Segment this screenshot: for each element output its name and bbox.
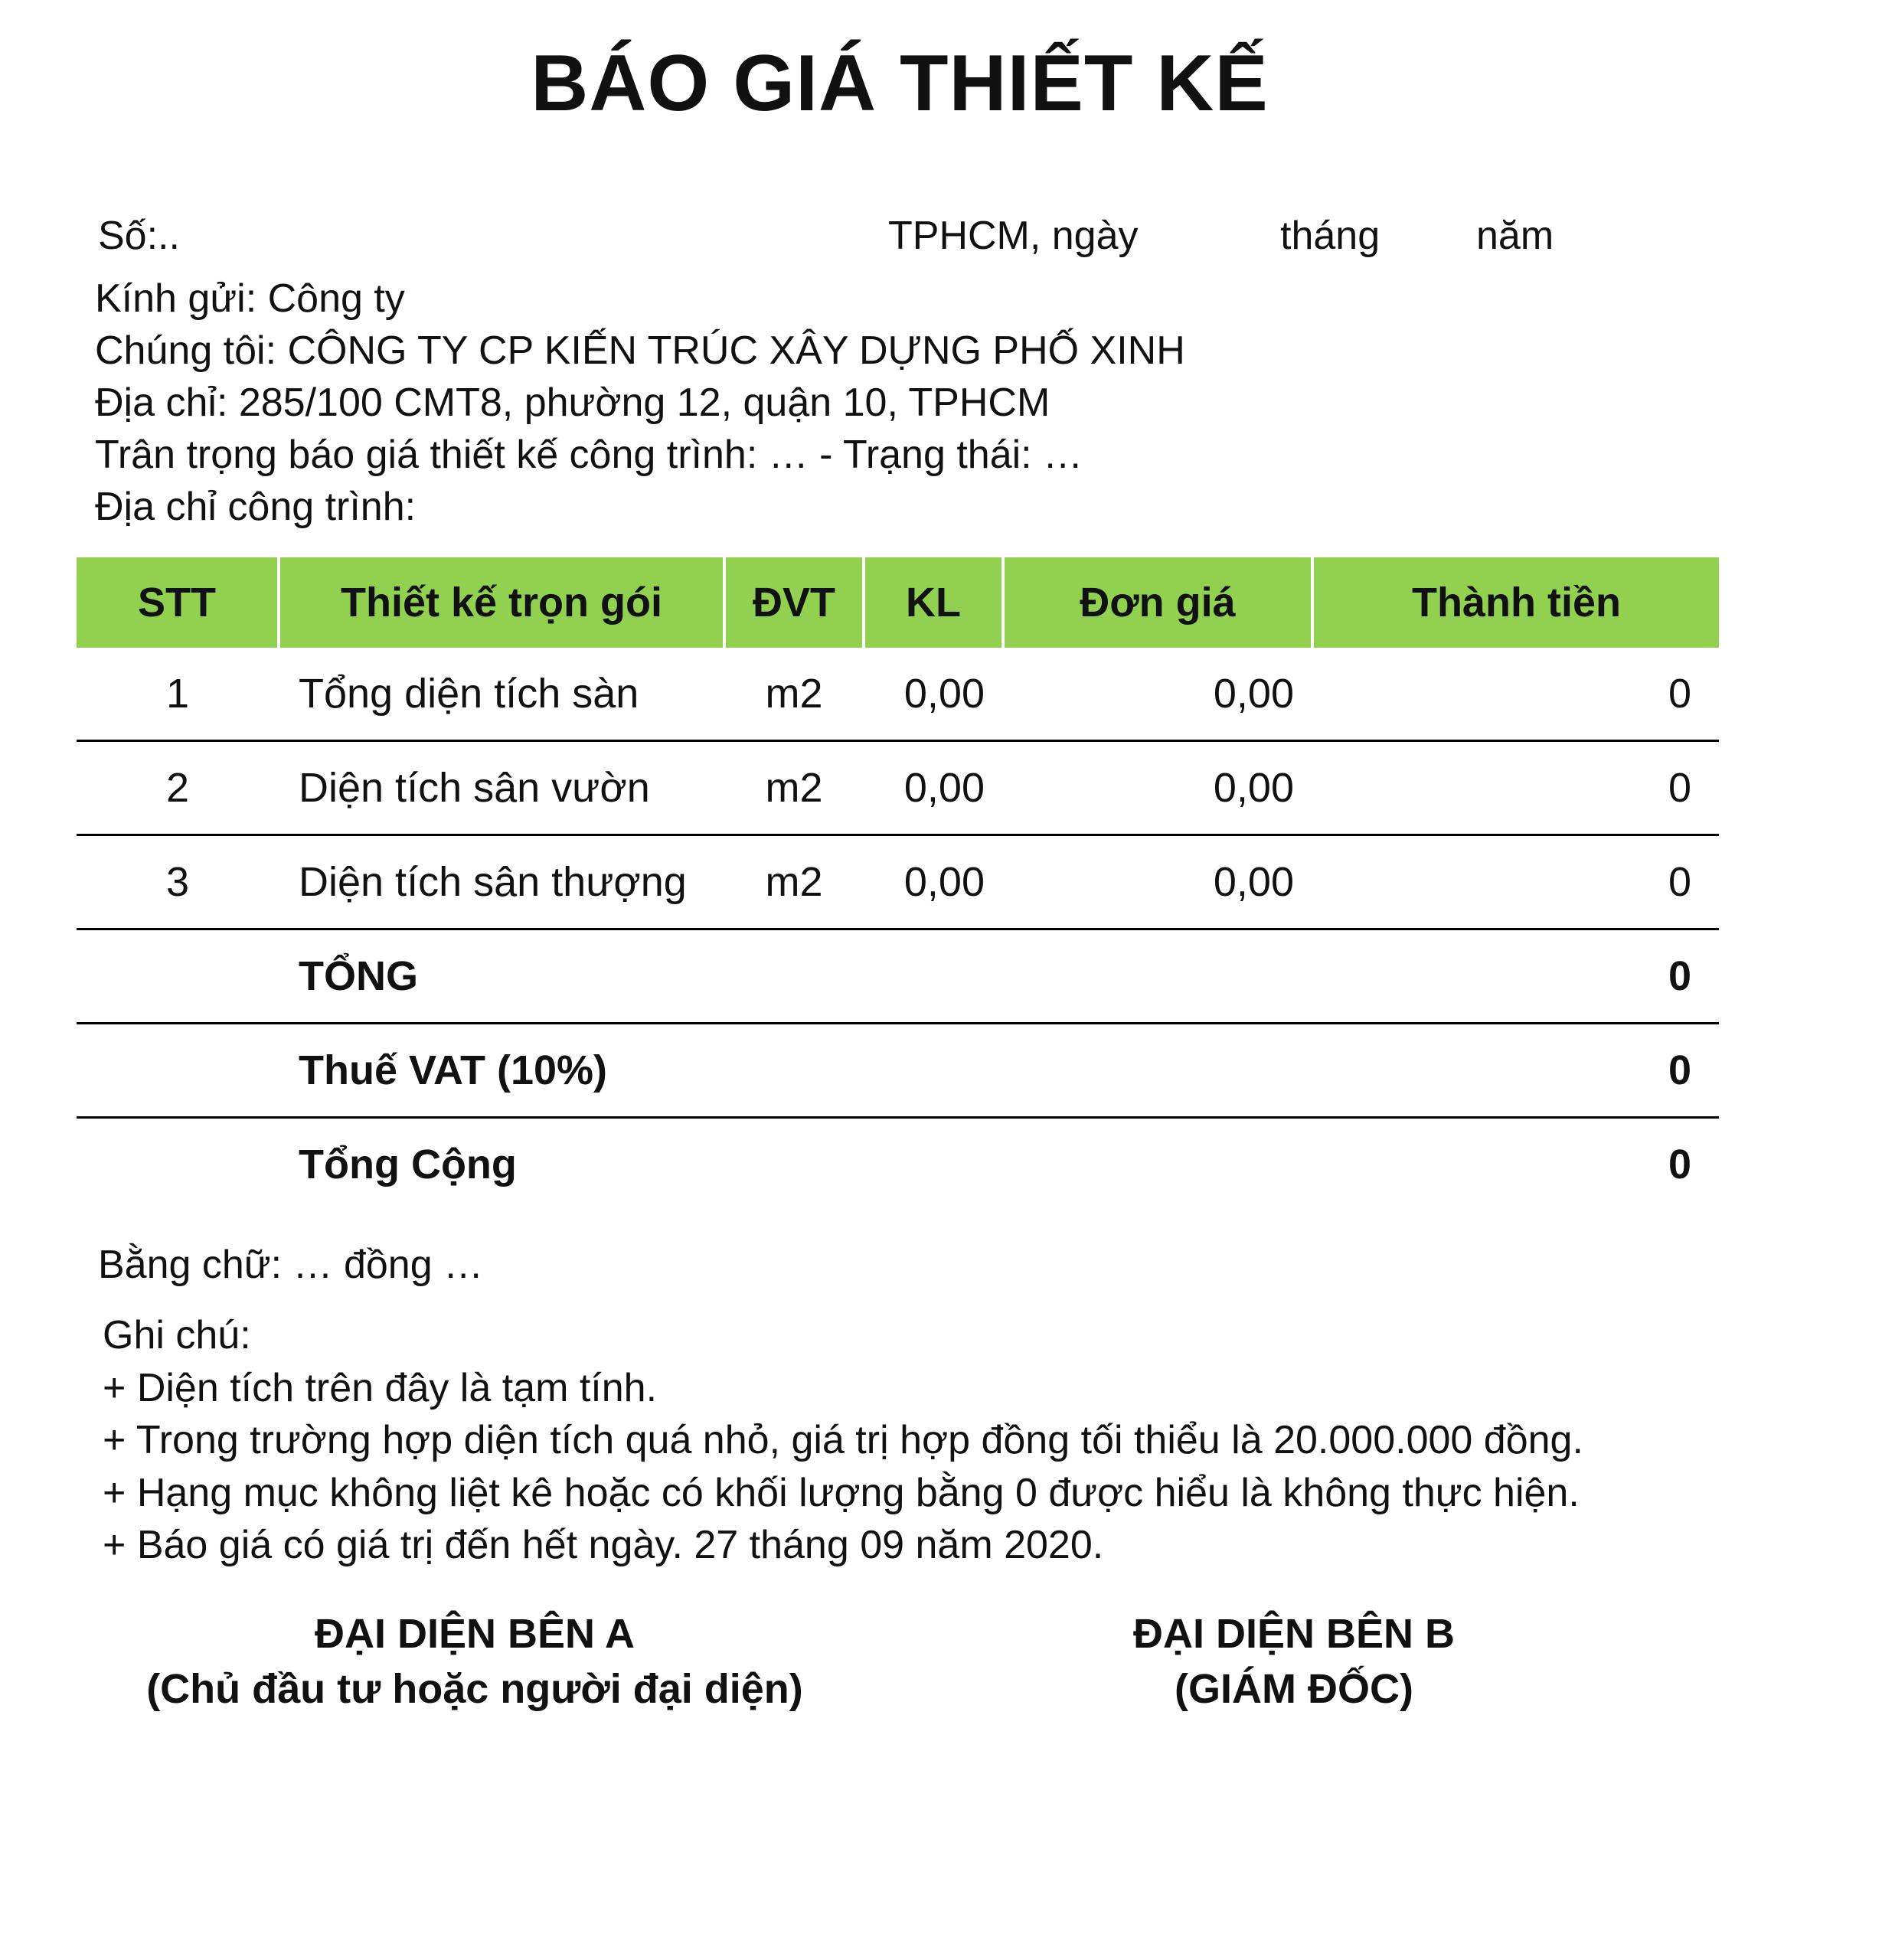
vat-row [77,1024,1719,1118]
table-header-row [77,557,1719,648]
party-b-subtitle: (GIÁM ĐỐC) [1175,1666,1413,1712]
row-stt: 3 [77,835,279,929]
document-title: BÁO GIÁ THIẾT KẾ [531,39,1269,128]
row-quantity: 0,00 [864,741,1003,835]
signature-party-a [92,1606,858,1717]
column-header-stt: STT [77,557,279,648]
company-line: Chúng tôi: CÔNG TY CP KIẾN TRÚC XÂY DỰNG PHỐ XINH [95,328,1185,373]
vat-label: Thuế VAT (10%) [279,1024,724,1118]
notes-section [103,1309,1583,1572]
row-unit: m2 [724,835,864,929]
row-unit-price: 0,00 [1003,648,1312,741]
table-row [77,648,1719,741]
total-value: 0 [1312,929,1719,1024]
note-item: + Diện tích trên đây là tạm tính. [103,1365,658,1410]
date-year-label: năm [1476,214,1554,258]
notes-heading: Ghi chú: [103,1313,251,1357]
total-row [77,929,1719,1024]
quote-table [77,557,1719,1210]
row-unit-price: 0,00 [1003,741,1312,835]
amount-in-words: Bằng chữ: … đồng … [98,1243,484,1287]
signature-party-b [1064,1606,1524,1717]
recipient-line: Kính gửi: Công ty [95,276,405,321]
project-address-line: Địa chỉ công trình: [95,485,417,529]
party-b-title: ĐẠI DIỆN BÊN B [1132,1611,1456,1657]
row-amount: 0 [1312,835,1719,929]
column-header-unit-price: Đơn giá [1003,557,1312,648]
total-label: TỔNG [279,929,724,1024]
intro-line: Trân trọng báo giá thiết kế công trình: … - Trạng thái: … [95,433,1083,477]
note-item: + Báo giá có giá trị đến hết ngày. 27 tháng 09 năm 2020. [103,1523,1104,1567]
date-city-day: TPHCM, ngày [888,214,1139,258]
quote-number: Số:.. [98,214,180,258]
note-item: + Trong trường hợp diện tích quá nhỏ, giá trị hợp đồng tối thiểu là 20.000.000 đồng. [103,1418,1583,1462]
column-header-package: Thiết kế trọn gói [279,557,724,648]
column-header-amount: Thành tiền [1312,557,1719,648]
grand-total-row [77,1118,1719,1211]
row-item-name: Tổng diện tích sàn [279,648,724,741]
column-header-quantity: KL [864,557,1003,648]
row-unit-price: 0,00 [1003,835,1312,929]
row-amount: 0 [1312,741,1719,835]
note-item: + Hạng mục không liệt kê hoặc có khối lượng bằng 0 được hiểu là không thực hiện. [103,1470,1580,1515]
row-quantity: 0,00 [864,648,1003,741]
party-a-title: ĐẠI DIỆN BÊN A [314,1611,636,1657]
company-address-line: Địa chỉ: 285/100 CMT8, phường 12, quận 10, TPHCM [95,381,1050,425]
party-a-subtitle: (Chủ đầu tư hoặc người đại diện) [146,1666,803,1712]
table-row [77,835,1719,929]
row-amount: 0 [1312,648,1719,741]
table-row [77,741,1719,835]
row-unit: m2 [724,741,864,835]
vat-value: 0 [1312,1024,1719,1118]
row-quantity: 0,00 [864,835,1003,929]
row-item-name: Diện tích sân vườn [279,741,724,835]
row-stt: 1 [77,648,279,741]
column-header-unit: ĐVT [724,557,864,648]
grand-total-value: 0 [1668,1142,1691,1187]
row-item-name: Diện tích sân thượng [279,835,724,929]
date-month-label: tháng [1280,214,1380,258]
grand-total-label: Tổng Cộng [299,1142,517,1187]
row-unit: m2 [724,648,864,741]
row-stt: 2 [77,741,279,835]
